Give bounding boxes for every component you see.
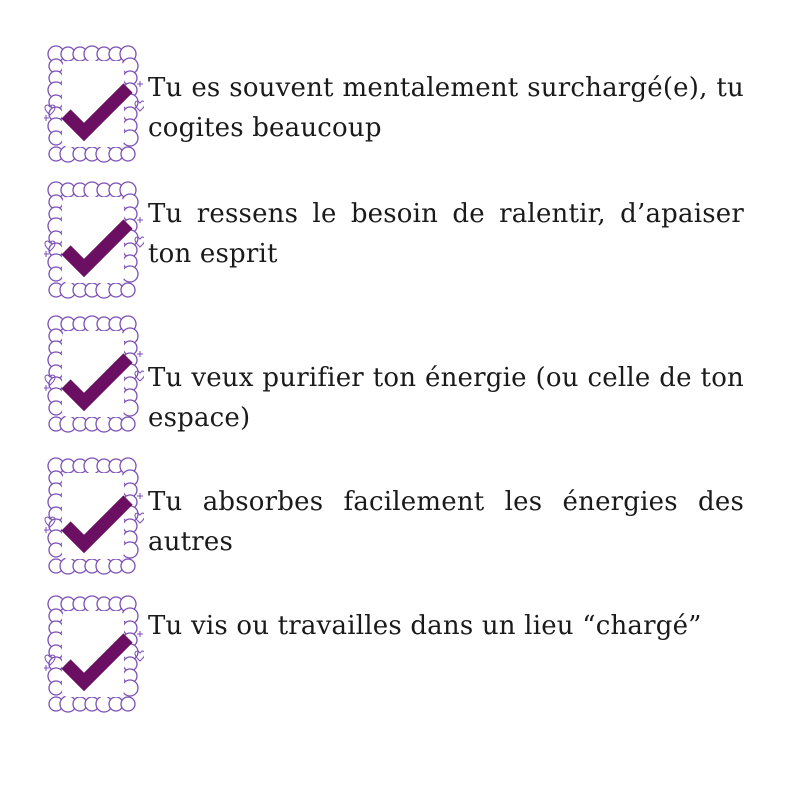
checked-box-icon-graphic <box>44 314 144 434</box>
checklist-item <box>44 594 764 714</box>
checklist-item <box>44 44 764 164</box>
checked-box-icon <box>44 44 144 164</box>
checked-box-icon <box>44 314 144 434</box>
checked-box-icon <box>44 180 144 300</box>
checklist-item <box>44 180 764 300</box>
checked-box-icon <box>44 456 144 576</box>
checked-box-icon-graphic <box>44 456 144 576</box>
checklist-item-text: Tu absorbes facilement les énergies des autres <box>148 487 744 557</box>
checklist-item-text: Tu vis ou travailles dans un lieu “chargé” <box>148 611 702 641</box>
checklist-item-text: Tu veux purifier ton énergie (ou celle de ton espace) <box>148 363 744 433</box>
checked-box-icon-graphic <box>44 594 144 714</box>
checklist-item-text: Tu ressens le besoin de ralentir, d’apaiser ton esprit <box>148 199 744 269</box>
checked-box-icon-graphic <box>44 44 144 164</box>
checklist-item <box>44 456 764 576</box>
checked-box-icon <box>44 594 144 714</box>
checklist-item <box>44 314 764 434</box>
checked-box-icon-graphic <box>44 180 144 300</box>
checklist-item-text: Tu es souvent mentalement surchargé(e), tu cogites beaucoup <box>148 73 744 143</box>
